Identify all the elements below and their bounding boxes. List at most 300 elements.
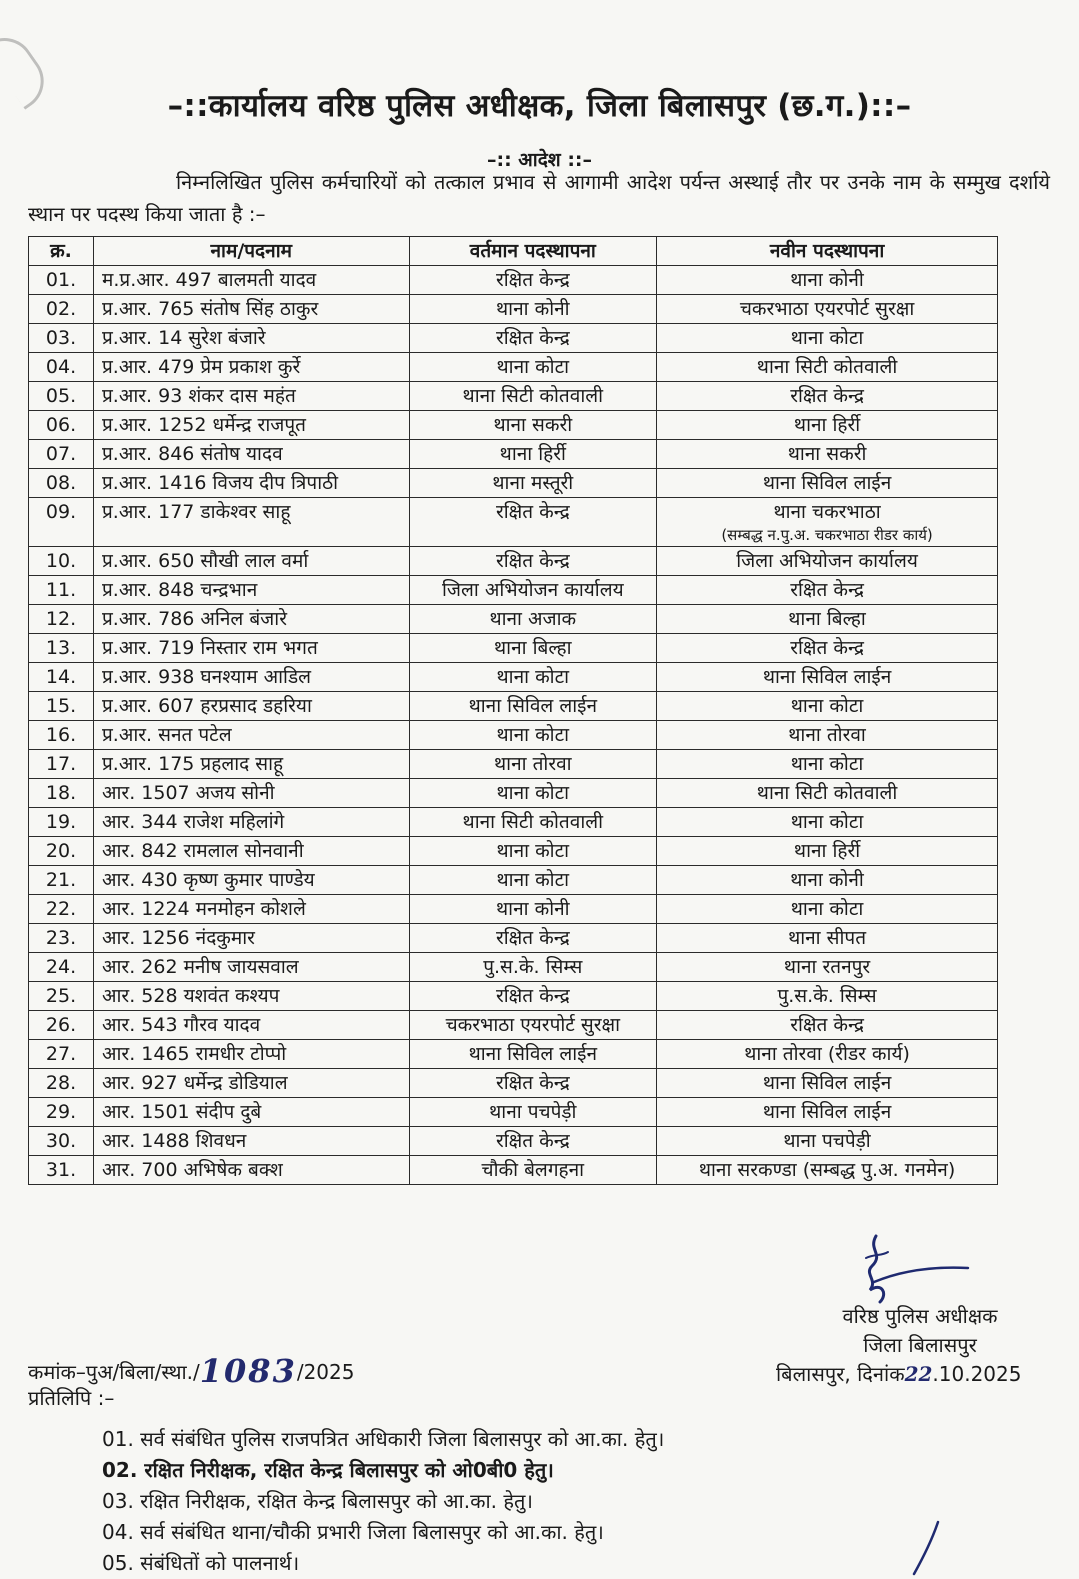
order-heading: –:: आदेश ::– <box>486 149 593 171</box>
cell-current-posting <box>409 808 657 837</box>
cell-current-posting-text: थाना कोटा <box>496 840 570 862</box>
officer-signature <box>848 1232 978 1304</box>
table-row <box>29 1127 998 1156</box>
cell-sr <box>29 924 94 953</box>
cell-sr-text: 11. <box>45 579 77 601</box>
col-header-new: नवीन पदस्थापना <box>657 237 998 266</box>
cell-current-posting-text: थाना कोटा <box>496 356 570 378</box>
cell-name-text: आर. 700 अभिषेक बक्श <box>102 1159 283 1181</box>
table-header-row <box>29 237 998 266</box>
cell-name-text: प्र.आर. 177 डाकेश्वर साहू <box>102 501 291 523</box>
cell-sr <box>29 1069 94 1098</box>
cell-name-text: प्र.आर. 1416 विजय दीप त्रिपाठी <box>102 472 339 494</box>
cell-sr-text: 27. <box>45 1043 77 1065</box>
cell-new-posting <box>657 663 998 692</box>
cell-new-posting-text: थाना पचपेड़ी <box>783 1130 871 1152</box>
cell-sr <box>29 866 94 895</box>
cell-new-posting-text: थाना चकरभाठा <box>773 501 881 523</box>
cell-name-text: प्र.आर. 650 सौखी लाल वर्मा <box>102 550 309 572</box>
cell-current-posting <box>409 1098 657 1127</box>
table-body <box>29 266 998 1185</box>
cell-name <box>94 411 410 440</box>
table-row <box>29 634 998 663</box>
cell-new-posting-text: थाना सिविल लाईन <box>762 666 892 688</box>
cell-name-text: आर. 1488 शिवधन <box>102 1130 247 1152</box>
cell-sr-text: 08. <box>45 472 77 494</box>
date-rest: .10.2025 <box>932 1362 1022 1386</box>
cell-sr <box>29 353 94 382</box>
cell-sr-text: 31. <box>45 1159 77 1181</box>
table-row <box>29 779 998 808</box>
cell-new-posting <box>657 266 998 295</box>
cell-name <box>94 750 410 779</box>
cell-name <box>94 1156 410 1185</box>
table-row <box>29 324 998 353</box>
cell-new-posting-text: थाना हिर्री <box>793 840 861 862</box>
cell-sr <box>29 953 94 982</box>
table-row <box>29 663 998 692</box>
cell-sr-text: 03. <box>45 327 77 349</box>
cell-current-posting-text: थाना सिविल लाईन <box>468 695 598 717</box>
cell-sr <box>29 692 94 721</box>
cell-current-posting <box>409 605 657 634</box>
cell-new-posting-text: थाना सकरी <box>787 443 867 465</box>
cell-current-posting <box>409 576 657 605</box>
memo-number-handwritten: 1083 <box>199 1352 297 1390</box>
table-row <box>29 953 998 982</box>
table-row <box>29 982 998 1011</box>
cell-name <box>94 808 410 837</box>
cell-name-text: प्र.आर. 848 चन्द्रभान <box>102 579 258 601</box>
cell-new-posting <box>657 924 998 953</box>
cell-current-posting <box>409 953 657 982</box>
cell-current-posting <box>409 692 657 721</box>
cell-current-posting <box>409 547 657 576</box>
cell-new-posting <box>657 440 998 469</box>
cell-sr-text: 19. <box>45 811 77 833</box>
cell-new-posting-text: रक्षित केन्द्र <box>790 385 864 407</box>
cell-name <box>94 295 410 324</box>
copy-item: 05. संबंधितों को पालनार्थ। <box>102 1551 300 1575</box>
copy-item: 03. रक्षित निरीक्षक, रक्षित केन्द्र बिलासपुर को आ.का. हेतु। <box>102 1489 533 1513</box>
office-title: –::कार्यालय वरिष्ठ पुलिस अधीक्षक, जिला बिलासपुर (छ.ग.)::– <box>167 88 912 124</box>
cell-sr <box>29 440 94 469</box>
cell-name <box>94 353 410 382</box>
cell-name-text: आर. 528 यशवंत कश्यप <box>102 985 280 1007</box>
table-row <box>29 547 998 576</box>
cell-sr <box>29 837 94 866</box>
cell-current-posting <box>409 1127 657 1156</box>
cell-sr <box>29 605 94 634</box>
cell-new-posting <box>657 324 998 353</box>
table-row <box>29 1040 998 1069</box>
cell-sr-text: 07. <box>45 443 77 465</box>
cell-name <box>94 382 410 411</box>
cell-name-text: आर. 1501 संदीप दुबे <box>102 1101 262 1123</box>
cell-sr <box>29 1156 94 1185</box>
cell-sr-text: 22. <box>45 898 77 920</box>
cell-new-posting <box>657 634 998 663</box>
cell-current-posting-text: थाना कोटा <box>496 666 570 688</box>
cell-sr-text: 16. <box>45 724 77 746</box>
cell-current-posting <box>409 663 657 692</box>
cell-name <box>94 324 410 353</box>
cell-current-posting <box>409 721 657 750</box>
cell-new-posting <box>657 982 998 1011</box>
cell-name-text: आर. 1256 नंदकुमार <box>102 927 255 949</box>
cell-sr-text: 29. <box>45 1101 77 1123</box>
table-row <box>29 837 998 866</box>
table-row <box>29 295 998 324</box>
table-row <box>29 808 998 837</box>
cell-name <box>94 721 410 750</box>
table-row <box>29 576 998 605</box>
cell-current-posting-text: चौकी बेलगहना <box>481 1159 585 1181</box>
order-date <box>776 1360 1060 1389</box>
cell-new-posting-text: थाना कोनी <box>790 869 864 891</box>
table-row <box>29 866 998 895</box>
cell-sr-text: 26. <box>45 1014 77 1036</box>
cell-name <box>94 1127 410 1156</box>
cell-name <box>94 837 410 866</box>
cell-new-posting <box>657 837 998 866</box>
table-row <box>29 1156 998 1185</box>
cell-sr <box>29 576 94 605</box>
signature-block <box>776 1302 1060 1389</box>
cell-name-text: आर. 430 कृष्ण कुमार पाण्डेय <box>102 869 315 891</box>
cell-name-text: म.प्र.आर. 497 बालमती यादव <box>102 269 317 291</box>
cell-sr <box>29 498 94 547</box>
cell-current-posting-text: रक्षित केन्द्र <box>495 1072 570 1094</box>
cell-new-posting-text: थाना कोनी <box>790 269 864 291</box>
cell-current-posting <box>409 1069 657 1098</box>
cell-current-posting-text: थाना कोनी <box>496 898 570 920</box>
cell-current-posting <box>409 353 657 382</box>
cell-sr-text: 10. <box>45 550 77 572</box>
cell-current-posting-text: चकरभाठा एयरपोर्ट सुरक्षा <box>445 1014 621 1036</box>
copy-list <box>102 1424 664 1579</box>
cell-name-text: आर. 1507 अजय सोनी <box>102 782 275 804</box>
cell-sr-text: 02. <box>45 298 77 320</box>
table-row <box>29 469 998 498</box>
pen-stroke-mark <box>908 1520 948 1576</box>
cell-name-text: प्र.आर. 786 अनिल बंजारे <box>102 608 287 630</box>
table-row <box>29 498 998 547</box>
memo-suffix: /2025 <box>296 1360 355 1384</box>
cell-name-text: आर. 344 राजेश महिलांगे <box>102 811 285 833</box>
table-row <box>29 692 998 721</box>
cell-new-posting-text: पु.स.के. सिम्स <box>777 985 877 1007</box>
cell-name <box>94 779 410 808</box>
copy-to-label: प्रतिलिपि :– <box>28 1386 115 1410</box>
cell-name-text: आर. 262 मनीष जायसवाल <box>102 956 299 978</box>
cell-current-posting <box>409 266 657 295</box>
signatory-district: जिला बिलासपुर <box>863 1333 977 1357</box>
cell-current-posting <box>409 1040 657 1069</box>
cell-current-posting <box>409 924 657 953</box>
cell-sr-text: 04. <box>45 356 77 378</box>
cell-new-posting <box>657 498 998 547</box>
cell-current-posting-text: जिला अभियोजन कार्यालय <box>441 579 624 601</box>
col-header-name: नाम/पदनाम <box>94 237 410 266</box>
cell-name <box>94 1040 410 1069</box>
cell-new-posting-text: थाना सिटी कोतवाली <box>756 782 898 804</box>
cell-sr-text: 25. <box>45 985 77 1007</box>
cell-current-posting <box>409 982 657 1011</box>
cell-new-posting-text: थाना तोरवा <box>788 724 866 746</box>
cell-sr-text: 09. <box>45 501 77 523</box>
cell-new-posting-text: थाना कोटा <box>790 327 864 349</box>
cell-sr <box>29 779 94 808</box>
cell-name <box>94 266 410 295</box>
cell-new-posting-text: जिला अभियोजन कार्यालय <box>736 550 918 572</box>
cell-sr <box>29 295 94 324</box>
cell-new-posting-text: थाना सरकण्डा (सम्बद्ध पु.अ. गनमेन) <box>698 1159 956 1181</box>
table-row <box>29 895 998 924</box>
col-header-sr: क्र. <box>29 237 94 266</box>
cell-new-posting-text: रक्षित केन्द्र <box>790 579 864 601</box>
cell-new-posting <box>657 953 998 982</box>
table-row <box>29 1011 998 1040</box>
cell-sr-text: 23. <box>45 927 77 949</box>
cell-sr-text: 20. <box>45 840 77 862</box>
cell-new-posting <box>657 895 998 924</box>
cell-name <box>94 1011 410 1040</box>
cell-name <box>94 866 410 895</box>
cell-new-posting <box>657 382 998 411</box>
cell-new-posting-text: थाना सिविल लाईन <box>762 472 892 494</box>
cell-name <box>94 924 410 953</box>
cell-name <box>94 440 410 469</box>
cell-new-posting <box>657 1069 998 1098</box>
cell-new-posting <box>657 1098 998 1127</box>
cell-sr-text: 30. <box>45 1130 77 1152</box>
cell-current-posting-text: रक्षित केन्द्र <box>495 550 570 572</box>
cell-new-posting-text: थाना बिल्हा <box>788 608 866 630</box>
cell-new-posting <box>657 779 998 808</box>
cell-current-posting <box>409 634 657 663</box>
cell-sr <box>29 1098 94 1127</box>
cell-current-posting <box>409 324 657 353</box>
cell-current-posting <box>409 469 657 498</box>
cell-sr <box>29 266 94 295</box>
cell-current-posting-text: थाना हिर्री <box>499 443 566 465</box>
cell-sr-text: 01. <box>45 269 77 291</box>
cell-name-text: प्र.आर. 938 घनश्याम आडिल <box>102 666 312 688</box>
cell-sr-text: 28. <box>45 1072 77 1094</box>
cell-current-posting-text: थाना सकरी <box>493 414 573 436</box>
cell-name <box>94 692 410 721</box>
cell-sr <box>29 382 94 411</box>
cell-name <box>94 547 410 576</box>
cell-new-posting <box>657 866 998 895</box>
cell-current-posting-text: थाना पचपेड़ी <box>489 1101 577 1123</box>
cell-current-posting <box>409 440 657 469</box>
cell-sr <box>29 721 94 750</box>
table-row <box>29 721 998 750</box>
cell-name-text: आर. 543 गौरव यादव <box>102 1014 261 1036</box>
cell-sr <box>29 547 94 576</box>
signatory-designation: वरिष्ठ पुलिस अधीक्षक <box>842 1304 998 1328</box>
cell-sr <box>29 411 94 440</box>
cell-name-text: आर. 1465 रामधीर टोप्पो <box>102 1043 287 1065</box>
cell-new-posting <box>657 411 998 440</box>
memo-prefix: कमांक–पुअ/बिला/स्था./ <box>28 1360 200 1384</box>
cell-name-text: आर. 842 रामलाल सोनवानी <box>102 840 304 862</box>
cell-new-posting-text: थाना सीपत <box>788 927 867 949</box>
col-header-current: वर्तमान पदस्थापना <box>409 237 657 266</box>
cell-sr <box>29 1011 94 1040</box>
cell-new-posting <box>657 692 998 721</box>
cell-new-posting <box>657 1011 998 1040</box>
cell-new-posting-text: थाना रतनपुर <box>783 956 871 978</box>
cell-new-posting-text: चकरभाठा एयरपोर्ट सुरक्षा <box>739 298 915 320</box>
cell-name <box>94 953 410 982</box>
cell-sr-text: 12. <box>45 608 77 630</box>
cell-current-posting-text: थाना कोटा <box>496 724 570 746</box>
cell-name <box>94 576 410 605</box>
cell-new-posting-note: (सम्बद्ध न.पु.अ. चकरभाठा रीडर कार्य) <box>721 526 933 544</box>
cell-new-posting-text: थाना कोटा <box>790 753 864 775</box>
cell-sr-text: 17. <box>45 753 77 775</box>
cell-sr <box>29 982 94 1011</box>
cell-current-posting-text: थाना अजाक <box>489 608 577 630</box>
cell-current-posting <box>409 895 657 924</box>
cell-name <box>94 469 410 498</box>
cell-current-posting-text: थाना सिविल लाईन <box>468 1043 598 1065</box>
cell-new-posting <box>657 1040 998 1069</box>
cell-name-text: प्र.आर. 14 सुरेश बंजारे <box>102 327 266 349</box>
cell-sr-text: 21. <box>45 869 77 891</box>
cell-name-text: प्र.आर. 607 हरप्रसाद डहरिया <box>102 695 312 717</box>
date-day-handwritten: 22 <box>904 1362 933 1386</box>
cell-name-text: प्र.आर. 719 निस्तार राम भगत <box>102 637 318 659</box>
cell-current-posting <box>409 837 657 866</box>
cell-current-posting <box>409 1011 657 1040</box>
cell-current-posting-text: थाना कोटा <box>496 782 570 804</box>
cell-new-posting <box>657 547 998 576</box>
cell-name-text: प्र.आर. 479 प्रेम प्रकाश कुर्रे <box>102 356 301 378</box>
table-row <box>29 605 998 634</box>
cell-new-posting <box>657 576 998 605</box>
copy-item: 02. रक्षित निरीक्षक, रक्षित केन्द्र बिलासपुर को ओ0बी0 हेतु। <box>102 1458 554 1482</box>
cell-current-posting-text: रक्षित केन्द्र <box>495 1130 570 1152</box>
cell-current-posting-text: थाना बिल्हा <box>494 637 572 659</box>
cell-name <box>94 663 410 692</box>
cell-sr <box>29 324 94 353</box>
table-row <box>29 924 998 953</box>
cell-sr <box>29 750 94 779</box>
order-intro <box>28 166 1050 230</box>
cell-current-posting <box>409 1156 657 1185</box>
cell-name-text: प्र.आर. 175 प्रहलाद साहू <box>102 753 284 775</box>
cell-current-posting <box>409 498 657 547</box>
cell-name-text: प्र.आर. 1252 धर्मेन्द्र राजपूत <box>102 414 306 436</box>
table-row <box>29 266 998 295</box>
cell-name <box>94 895 410 924</box>
cell-sr <box>29 663 94 692</box>
cell-new-posting-text: थाना तोरवा (रीडर कार्य) <box>744 1043 910 1065</box>
cell-sr-text: 14. <box>45 666 77 688</box>
cell-new-posting-text: रक्षित केन्द्र <box>790 1014 864 1036</box>
table-row <box>29 1098 998 1127</box>
cell-sr-text: 18. <box>45 782 77 804</box>
date-prefix: बिलासपुर, दिनांक <box>776 1362 905 1386</box>
cell-sr <box>29 634 94 663</box>
cell-name <box>94 605 410 634</box>
cell-current-posting-text: रक्षित केन्द्र <box>495 327 570 349</box>
cell-new-posting <box>657 808 998 837</box>
table-row <box>29 353 998 382</box>
cell-current-posting-text: रक्षित केन्द्र <box>495 985 570 1007</box>
cell-new-posting <box>657 1156 998 1185</box>
cell-current-posting <box>409 382 657 411</box>
copy-item: 01. सर्व संबंधित पुलिस राजपत्रित अधिकारी जिला बिलासपुर को आ.का. हेतु। <box>102 1427 665 1451</box>
cell-new-posting-text: थाना कोटा <box>790 695 864 717</box>
copy-item: 04. सर्व संबंधित थाना/चौकी प्रभारी जिला बिलासपुर को आ.का. हेतु। <box>102 1520 604 1544</box>
cell-new-posting-text: थाना सिविल लाईन <box>762 1072 892 1094</box>
cell-new-posting <box>657 353 998 382</box>
cell-sr-text: 24. <box>45 956 77 978</box>
cell-new-posting-text: थाना कोटा <box>790 811 864 833</box>
cell-new-posting <box>657 605 998 634</box>
cell-name <box>94 498 410 547</box>
cell-current-posting <box>409 779 657 808</box>
cell-new-posting-text: थाना कोटा <box>790 898 864 920</box>
cell-new-posting-text: थाना सिविल लाईन <box>762 1101 892 1123</box>
cell-new-posting-text: थाना हिर्री <box>793 414 861 436</box>
cell-current-posting-text: थाना सिटी कोतवाली <box>462 385 604 407</box>
cell-sr <box>29 808 94 837</box>
cell-current-posting-text: थाना कोटा <box>496 869 570 891</box>
cell-name-text: आर. 1224 मनमोहन कोशले <box>102 898 306 920</box>
cell-current-posting-text: थाना सिटी कोतवाली <box>462 811 604 833</box>
cell-current-posting-text: थाना कोनी <box>496 298 570 320</box>
cell-sr <box>29 1127 94 1156</box>
cell-name-text: प्र.आर. 93 शंकर दास महंत <box>102 385 296 407</box>
cell-current-posting-text: रक्षित केन्द्र <box>495 927 570 949</box>
cell-current-posting-text: रक्षित केन्द्र <box>495 269 570 291</box>
table-row <box>29 750 998 779</box>
cell-current-posting-text: रक्षित केन्द्र <box>495 501 570 523</box>
cell-new-posting-text: रक्षित केन्द्र <box>790 637 864 659</box>
cell-new-posting-text: थाना सिटी कोतवाली <box>756 356 898 378</box>
cell-current-posting <box>409 750 657 779</box>
cell-sr <box>29 469 94 498</box>
cell-sr <box>29 1040 94 1069</box>
cell-name <box>94 634 410 663</box>
cell-name-text: प्र.आर. 765 संतोष सिंह ठाकुर <box>102 298 319 320</box>
table-row <box>29 411 998 440</box>
cell-sr-text: 05. <box>45 385 77 407</box>
cell-name <box>94 1069 410 1098</box>
cell-name-text: प्र.आर. 846 संतोष यादव <box>102 443 283 465</box>
cell-current-posting-text: थाना मस्तूरी <box>492 472 574 494</box>
cell-new-posting <box>657 1127 998 1156</box>
table-row <box>29 1069 998 1098</box>
cell-sr <box>29 895 94 924</box>
cell-name <box>94 982 410 1011</box>
posting-table <box>28 236 998 1185</box>
table-row <box>29 382 998 411</box>
cell-new-posting <box>657 469 998 498</box>
cell-sr-text: 15. <box>45 695 77 717</box>
table-row <box>29 440 998 469</box>
cell-current-posting-text: पु.स.के. सिम्स <box>483 956 583 978</box>
cell-new-posting <box>657 295 998 324</box>
cell-name-text: आर. 927 धर्मेन्द्र डोडियाल <box>102 1072 288 1094</box>
cell-current-posting <box>409 411 657 440</box>
